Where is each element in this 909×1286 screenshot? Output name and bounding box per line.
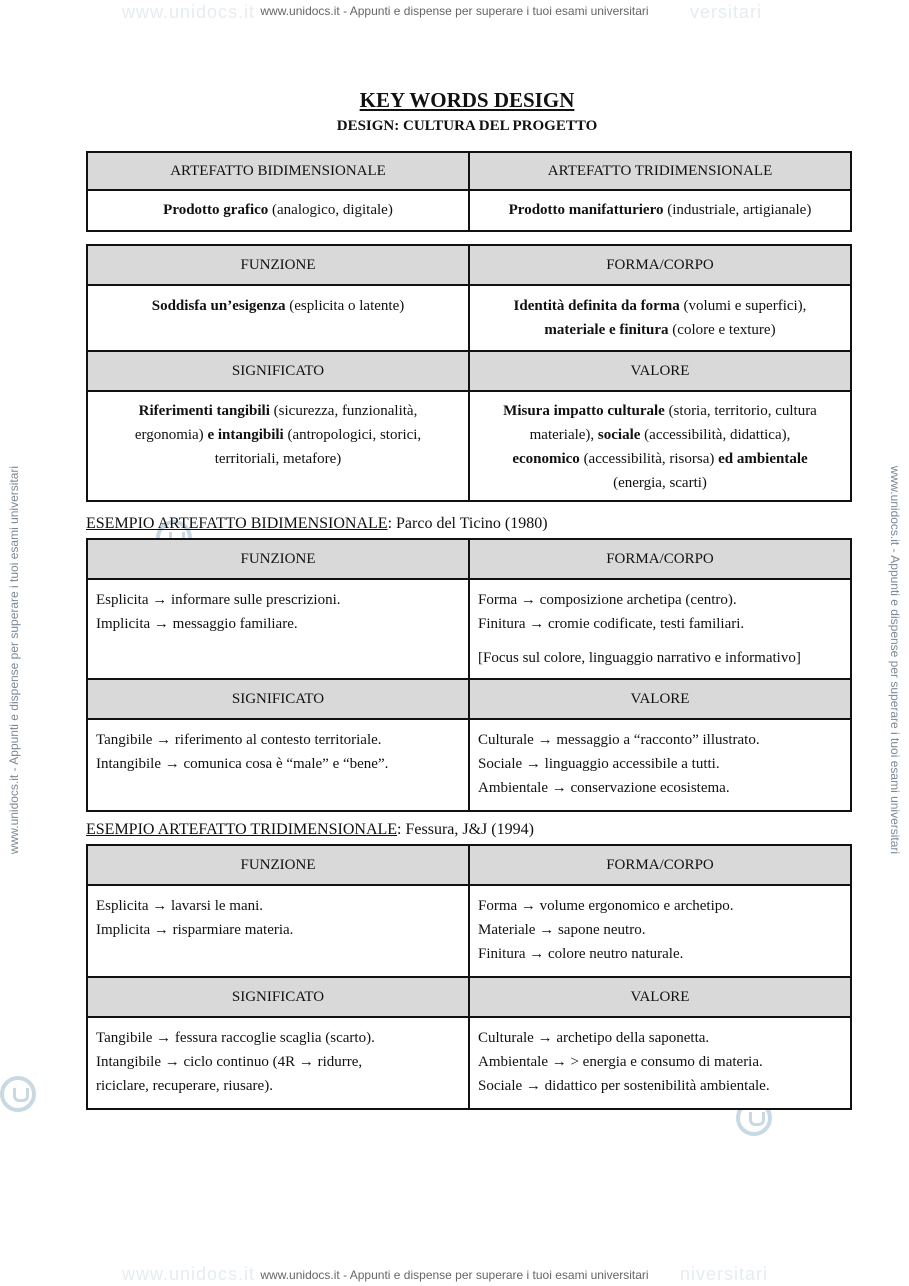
text-line: Implicita → messaggio familiare. xyxy=(96,616,298,632)
watermark-ghost-top: www.unidocs.it xyxy=(122,2,256,22)
example1-label xyxy=(86,515,548,533)
text-line: Tangibile → riferimento al contesto territoriale. xyxy=(96,732,382,748)
example1-label-rest: : Parco del Ticino (1980) xyxy=(387,515,548,532)
forma-note: [Focus sul colore, linguaggio narrativo e informativo] xyxy=(478,650,801,666)
watermark-ghost-bottom-right: niversitari xyxy=(680,1264,769,1284)
text-line: Sociale → didattico per sostenibilità ambientale. xyxy=(478,1078,770,1094)
light-text: (storia, territorio, cultura xyxy=(664,403,817,419)
text-line: Sociale → linguaggio accessibile a tutti. xyxy=(478,756,720,772)
cell-valore xyxy=(470,1018,850,1108)
header-funzione: FUNZIONE xyxy=(88,246,468,284)
bold-text: Identità definita da forma xyxy=(513,298,680,314)
header-significato: SIGNIFICATO xyxy=(88,978,468,1016)
example2-label-rest: : Fessura, J&J (1994) xyxy=(397,821,534,838)
light-text: (accessibilità, didattica), xyxy=(640,427,791,443)
light-text: (colore e texture) xyxy=(668,322,776,338)
cell-significato xyxy=(88,392,468,500)
text-line: (energia, scarti) xyxy=(613,475,707,491)
text-line: Forma → composizione archetipa (centro). xyxy=(478,592,737,608)
bold-text: Prodotto manifatturiero xyxy=(508,202,664,218)
text-line xyxy=(480,294,840,318)
text-line: Culturale → messaggio a “racconto” illustrato. xyxy=(478,732,760,748)
bold-text: e intangibili xyxy=(203,427,284,443)
header-valore: VALORE xyxy=(470,978,850,1016)
text-line: Implicita → risparmiare materia. xyxy=(96,922,294,938)
page-title: KEY WORDS DESIGN xyxy=(359,88,575,112)
example1-label-underlined: ESEMPIO ARTEFATTO BIDIMENSIONALE xyxy=(86,515,388,532)
bold-text: sociale xyxy=(594,427,641,443)
text-line xyxy=(480,423,840,447)
header-artefatto-tridimensionale: ARTEFATTO TRIDIMENSIONALE xyxy=(470,153,850,189)
bold-text: Soddisfa un’esigenza xyxy=(151,298,286,314)
cell-forma-corpo xyxy=(470,580,850,678)
example2-label-underlined: ESEMPIO ARTEFATTO TRIDIMENSIONALE xyxy=(86,821,398,838)
cell-significato xyxy=(88,1018,468,1108)
watermark-bottom: www.unidocs.it - Appunti e dispense per superare i tuoi esami universitari xyxy=(260,1268,649,1282)
header-forma-corpo: FORMA/CORPO xyxy=(470,540,850,578)
cell-funzione xyxy=(88,580,468,678)
text-line: Materiale → sapone neutro. xyxy=(478,922,646,938)
light-text: (esplicita o latente) xyxy=(285,298,405,314)
watermark-top: www.unidocs.it - Appunti e dispense per superare i tuoi esami universitari xyxy=(260,4,649,18)
cell-valore xyxy=(470,392,850,500)
text-line: Esplicita → lavarsi le mani. xyxy=(96,898,264,914)
light-text: (analogico, digitale) xyxy=(268,202,393,218)
watermark-ghost-bottom: www.unidocs.it xyxy=(122,1264,256,1284)
header-valore: VALORE xyxy=(470,352,850,390)
light-text: (sicurezza, funzionalità, xyxy=(269,403,418,419)
header-significato: SIGNIFICATO xyxy=(88,680,468,718)
example1-table xyxy=(86,538,852,812)
page-subtitle: DESIGN: CULTURA DEL PROGETTO xyxy=(336,118,598,134)
header-valore: VALORE xyxy=(470,680,850,718)
cell-forma-corpo xyxy=(470,886,850,976)
cell-valore xyxy=(470,720,850,810)
cell-tridimensionale xyxy=(470,191,850,230)
header-forma-corpo: FORMA/CORPO xyxy=(470,246,850,284)
unidocs-logo-icon xyxy=(0,1076,36,1112)
light-text: (volumi e superfici), xyxy=(679,298,807,314)
watermark-left: www.unidocs.it - Appunti e dispense per superare i tuoi esami universitari xyxy=(7,465,21,855)
text-line xyxy=(480,447,840,471)
text-line: Culturale → archetipo della saponetta. xyxy=(478,1030,710,1046)
text-line: territoriali, metafore) xyxy=(214,451,342,467)
cell-forma-corpo xyxy=(470,286,850,350)
watermark-ghost-top-right: versitari xyxy=(690,2,763,22)
light-text: materiale), xyxy=(529,427,595,443)
header-artefatto-bidimensionale: ARTEFATTO BIDIMENSIONALE xyxy=(88,153,468,189)
watermark-right: www.unidocs.it - Appunti e dispense per superare i tuoi esami universitari xyxy=(888,465,902,855)
cell-significato xyxy=(88,720,468,810)
text-line: Esplicita → informare sulle prescrizioni. xyxy=(96,592,341,608)
cell-funzione xyxy=(88,886,468,976)
bold-text: materiale e finitura xyxy=(544,322,669,338)
text-line: Ambientale → conservazione ecosistema. xyxy=(478,780,730,796)
text-line xyxy=(98,399,458,423)
text-line xyxy=(98,423,458,447)
text-line: riciclare, recuperare, riusare). xyxy=(96,1078,273,1094)
text-line: Finitura → colore neutro naturale. xyxy=(478,946,684,962)
example2-table xyxy=(86,844,852,1110)
text-line xyxy=(480,318,840,342)
text-line: Intangibile → comunica cosa è “male” e “bene”. xyxy=(96,756,389,772)
light-text: (industriale, artigianale) xyxy=(663,202,812,218)
text-line: Tangibile → fessura raccoglie scaglia (scarto). xyxy=(96,1030,375,1046)
design-keywords-table xyxy=(86,244,852,502)
text-line: Finitura → cromie codificate, testi familiari. xyxy=(478,616,745,632)
light-text: ergonomia) xyxy=(134,427,204,443)
text-line: Intangibile → ciclo continuo (4R → ridurre, xyxy=(96,1054,363,1070)
bold-text: Riferimenti tangibili xyxy=(138,403,270,419)
cell-funzione xyxy=(88,286,468,350)
header-funzione: FUNZIONE xyxy=(88,540,468,578)
bold-text: ed ambientale xyxy=(714,451,808,467)
bold-text: economico xyxy=(512,451,580,467)
header-funzione: FUNZIONE xyxy=(88,846,468,884)
text-line: Forma → volume ergonomico e archetipo. xyxy=(478,898,734,914)
artefatto-table xyxy=(86,151,852,232)
bold-text: Prodotto grafico xyxy=(163,202,269,218)
example2-label xyxy=(86,821,534,839)
header-significato: SIGNIFICATO xyxy=(88,352,468,390)
bold-text: Misura impatto culturale xyxy=(503,403,665,419)
text-line: Ambientale → > energia e consumo di materia. xyxy=(478,1054,763,1070)
light-text: (antropologici, storici, xyxy=(283,427,422,443)
cell-bidimensionale xyxy=(88,191,468,230)
light-text: (accessibilità, risorsa) xyxy=(579,451,715,467)
header-forma-corpo: FORMA/CORPO xyxy=(470,846,850,884)
text-line xyxy=(480,399,840,423)
